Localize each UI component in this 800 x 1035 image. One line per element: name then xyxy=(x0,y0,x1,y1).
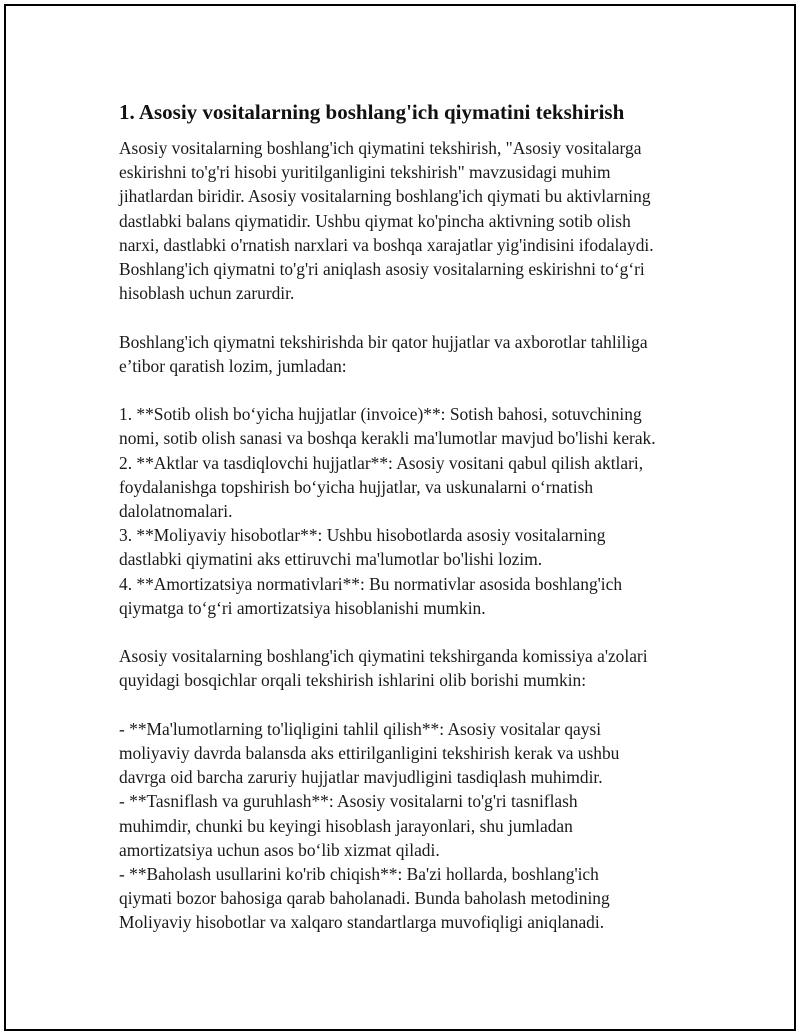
text-line: hisoblash uchun zarurdir. xyxy=(119,283,295,304)
text-line: Boshlang'ich qiymatni to'g'ri aniqlash asosiy vositalarning eskirishni to‘g‘ri xyxy=(119,259,645,280)
list-item-line: dalolatnomalari. xyxy=(119,501,233,522)
list-item-line: moliyaviy davrda balansda aks ettirilganligini tekshirish kerak va ushbu xyxy=(119,743,620,764)
document-title: 1. Asosiy vositalarning boshlang'ich qiymatini tekshirish xyxy=(119,100,625,124)
paragraph-gap xyxy=(119,620,699,644)
list-item-line: nomi, sotib olish sanasi va boshqa kerakli ma'lumotlar mavjud bo'lishi kerak. xyxy=(119,428,656,449)
list-item-line: Moliyaviy hisobotlar va xalqaro standartlarga muvofiqligi aniqlanadi. xyxy=(119,912,605,933)
list-item-line: muhimdir, chunki bu keyingi hisoblash jarayonlari, shu jumladan xyxy=(119,815,573,836)
text-line: quyidagi bosqichlar orqali tekshirish ishlarini olib borishi mumkin: xyxy=(119,670,587,691)
list-item-line: - **Tasniflash va guruhlash**: Asosiy vositalarni to'g'ri tasniflash xyxy=(119,791,578,812)
paragraph-gap xyxy=(119,305,699,329)
document-body xyxy=(119,98,699,935)
text-line: Asosiy vositalarning boshlang'ich qiymatini tekshirish, "Asosiy vositalarga xyxy=(119,138,642,158)
bullet-list xyxy=(119,717,699,935)
text-line: narxi, dastlabki o'rnatish narxlari va boshqa xarajatlar yig'indisini ifodalaydi. xyxy=(119,234,654,255)
text-line: jihatlardan biridir. Asosiy vositalarning boshlang'ich qiymati bu aktivlarning xyxy=(119,186,651,207)
paragraph-gap xyxy=(119,378,699,402)
list-item-line: qiymati bozor bahosiga qarab baholanadi. Bunda baholash metodining xyxy=(119,888,610,909)
list-item-line: 1. **Sotib olish bo‘yicha hujjatlar (invoice)**: Sotish bahosi, sotuvchining xyxy=(119,404,642,425)
page-frame xyxy=(4,4,796,1031)
paragraph-gap xyxy=(119,693,699,717)
list-item-line: 4. **Amortizatsiya normativlari**: Bu normativlar asosida boshlang'ich xyxy=(119,573,623,594)
list-item-line: qiymatga to‘g‘ri amortizatsiya hisoblanishi mumkin. xyxy=(119,597,486,618)
text-line: eskirishni to'g'ri hisobi yuritilganligini tekshirish" mavzusidagi muhim xyxy=(119,162,611,183)
text-line: Boshlang'ich qiymatni tekshirishda bir qator hujjatlar va axborotlar tahliliga xyxy=(119,331,648,352)
list-item-line: davrga oid barcha zaruriy hujjatlar mavjudligini tasdiqlash muhimdir. xyxy=(119,767,603,788)
stages-intro-paragraph xyxy=(119,644,699,692)
numbered-list xyxy=(119,402,699,620)
intro-paragraph xyxy=(119,136,699,305)
text-line: Asosiy vositalarning boshlang'ich qiymatini tekshirganda komissiya a'zolari xyxy=(119,646,648,667)
list-item-line: amortizatsiya uchun asos bo‘lib xizmat qiladi. xyxy=(119,839,440,860)
text-line: e’tibor qaratish lozim, jumladan: xyxy=(119,355,347,376)
list-item-line: dastlabki qiymatini aks ettiruvchi ma'lumotlar bo'lishi lozim. xyxy=(119,549,543,570)
list-item-line: 3. **Moliyaviy hisobotlar**: Ushbu hisobotlarda asosiy vositalarning xyxy=(119,525,606,546)
documents-intro-paragraph xyxy=(119,330,699,378)
list-item-line: - **Baholash usullarini ko'rib chiqish**: Ba'zi hollarda, boshlang'ich xyxy=(119,864,599,885)
list-item-line: foydalanishga topshirish bo‘yicha hujjatlar, va uskunalarni o‘rnatish xyxy=(119,476,594,497)
text-line: dastlabki balans qiymatidir. Ushbu qiymat ko'pincha aktivning sotib olish xyxy=(119,210,631,231)
list-item-line: - **Ma'lumotlarning to'liqligini tahlil qilish**: Asosiy vositalar qaysi xyxy=(119,718,602,739)
list-item-line: 2. **Aktlar va tasdiqlovchi hujjatlar**: Asosiy vositani qabul qilish aktlari, xyxy=(119,452,644,473)
